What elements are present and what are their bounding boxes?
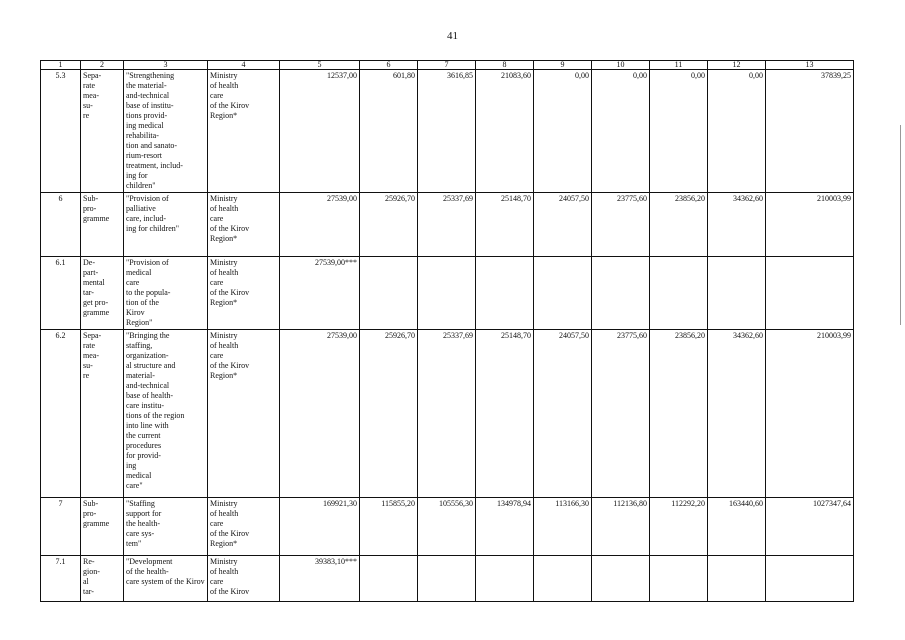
value-col5: 12537,00 [280, 70, 360, 193]
budget-table [40, 60, 854, 602]
row-code: 7.1 [41, 556, 81, 602]
row-executor: Ministry of health care of the Kirov Region* [208, 330, 280, 498]
value-col9: 0,00 [534, 70, 592, 193]
table-row [41, 330, 854, 498]
value-col11: 0,00 [650, 70, 708, 193]
value-col5: 27539,00 [280, 330, 360, 498]
value-col10: 23775,60 [592, 193, 650, 257]
value-col9: 113166,30 [534, 498, 592, 556]
value-col5: 27539,00 [280, 193, 360, 257]
table-row [41, 70, 854, 193]
value-col7: 105556,30 [418, 498, 476, 556]
value-col11: 23856,20 [650, 193, 708, 257]
value-col8: 134978,94 [476, 498, 534, 556]
col-header: 12 [708, 61, 766, 70]
row-name: "Strengthening the material- and-technical base of institu- tions provid- ing medical rehabilita- tion and sanato- rium-resort treatment, includ- ing for children" [124, 70, 208, 193]
row-type: Sepa- rate mea- su- re [81, 70, 124, 193]
col-header: 8 [476, 61, 534, 70]
value-col9: 24057,50 [534, 330, 592, 498]
value-col13 [766, 556, 854, 602]
col-header: 4 [208, 61, 280, 70]
col-header: 3 [124, 61, 208, 70]
row-executor: Ministry of health care of the Kirov Region* [208, 70, 280, 193]
row-type: Sub- pro- gramme [81, 193, 124, 257]
column-number-row [41, 61, 854, 70]
value-col8: 25148,70 [476, 330, 534, 498]
value-col10: 0,00 [592, 70, 650, 193]
page-number: 41 [447, 30, 458, 42]
value-col6: 115855,20 [360, 498, 418, 556]
col-header: 10 [592, 61, 650, 70]
value-col6: 601,80 [360, 70, 418, 193]
value-col12: 34362,60 [708, 330, 766, 498]
value-col10: 23775,60 [592, 330, 650, 498]
value-col10: 112136,80 [592, 498, 650, 556]
value-col5: 39383,10*** [280, 556, 360, 602]
value-col13: 210003,99 [766, 193, 854, 257]
value-col13: 210003,99 [766, 330, 854, 498]
row-type: Re- gion- al tar- [81, 556, 124, 602]
row-executor: Ministry of health care of the Kirov Region* [208, 193, 280, 257]
col-header: 7 [418, 61, 476, 70]
value-col11 [650, 556, 708, 602]
value-col13 [766, 257, 854, 330]
value-col8 [476, 556, 534, 602]
value-col9 [534, 257, 592, 330]
value-col9 [534, 556, 592, 602]
value-col12 [708, 257, 766, 330]
value-col9: 24057,50 [534, 193, 592, 257]
row-code: 5.3 [41, 70, 81, 193]
row-executor: Ministry of health care of the Kirov Region* [208, 257, 280, 330]
table-row [41, 257, 854, 330]
row-executor: Ministry of health care of the Kirov [208, 556, 280, 602]
value-col12: 34362,60 [708, 193, 766, 257]
row-type: Sepa- rate mea- su- re [81, 330, 124, 498]
row-code: 7 [41, 498, 81, 556]
table-row [41, 556, 854, 602]
value-col10 [592, 257, 650, 330]
col-header: 13 [766, 61, 854, 70]
row-code: 6.2 [41, 330, 81, 498]
value-col7 [418, 556, 476, 602]
value-col11: 112292,20 [650, 498, 708, 556]
col-header: 6 [360, 61, 418, 70]
row-name: "Provision of palliative care, includ- ing for children" [124, 193, 208, 257]
row-type: Sub- pro- gramme [81, 498, 124, 556]
value-col5: 27539,00*** [280, 257, 360, 330]
value-col8: 25148,70 [476, 193, 534, 257]
value-col8: 21083,60 [476, 70, 534, 193]
value-col7: 3616,85 [418, 70, 476, 193]
value-col7 [418, 257, 476, 330]
row-code: 6.1 [41, 257, 81, 330]
row-executor: Ministry of health care of the Kirov Region* [208, 498, 280, 556]
row-name: "Development of the health- care system of the Kirov [124, 556, 208, 602]
col-header: 2 [81, 61, 124, 70]
row-name: "Staffing support for the health- care sys- tem" [124, 498, 208, 556]
value-col13: 1027347,64 [766, 498, 854, 556]
value-col11 [650, 257, 708, 330]
value-col6 [360, 257, 418, 330]
value-col10 [592, 556, 650, 602]
value-col6 [360, 556, 418, 602]
value-col5: 169921,30 [280, 498, 360, 556]
value-col8 [476, 257, 534, 330]
row-name: "Provision of medical care to the popula- tion of the Kirov Region" [124, 257, 208, 330]
table-row [41, 498, 854, 556]
col-header: 9 [534, 61, 592, 70]
row-name: "Bringing the staffing, organization- al structure and material- and-technical base of health- care institu- tions of the region into line with the current procedures for provid- ing medical care" [124, 330, 208, 498]
col-header: 5 [280, 61, 360, 70]
margin-line [900, 125, 901, 325]
value-col6: 25926,70 [360, 193, 418, 257]
value-col12: 0,00 [708, 70, 766, 193]
value-col12 [708, 556, 766, 602]
col-header: 11 [650, 61, 708, 70]
table-row [41, 193, 854, 257]
row-code: 6 [41, 193, 81, 257]
value-col7: 25337,69 [418, 330, 476, 498]
value-col13: 37839,25 [766, 70, 854, 193]
value-col6: 25926,70 [360, 330, 418, 498]
row-type: De- part- mental tar- get pro- gramme [81, 257, 124, 330]
value-col12: 163440,60 [708, 498, 766, 556]
value-col7: 25337,69 [418, 193, 476, 257]
col-header: 1 [41, 61, 81, 70]
value-col11: 23856,20 [650, 330, 708, 498]
